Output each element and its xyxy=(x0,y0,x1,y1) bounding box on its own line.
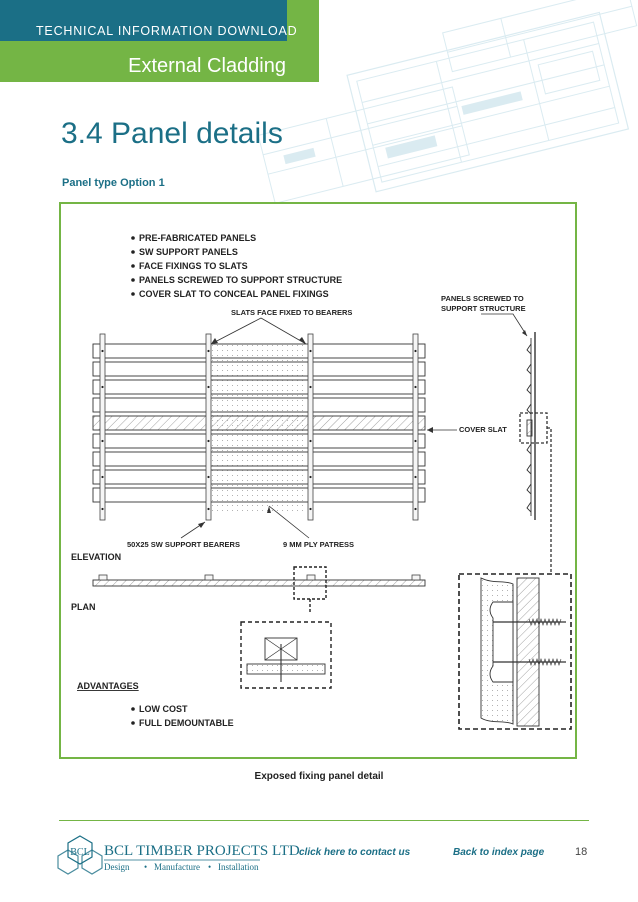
tagline-design: Design xyxy=(104,862,130,872)
feature-text: PANELS SCREWED TO SUPPORT STRUCTURE xyxy=(139,275,343,285)
elevation-view xyxy=(93,334,425,520)
label-plan: PLAN xyxy=(71,602,96,612)
feature-text: PRE-FABRICATED PANELS xyxy=(139,233,257,243)
feature-text: FACE FIXINGS TO SLATS xyxy=(139,261,248,271)
advantage-text: LOW COST xyxy=(139,704,188,714)
logo-mark: BCL xyxy=(70,847,90,858)
feature-item xyxy=(131,247,238,257)
contact-link[interactable]: click here to contact us xyxy=(299,847,411,858)
company-logo xyxy=(60,833,300,875)
footer-divider xyxy=(59,820,589,821)
company-name: BCL TIMBER PROJECTS LTD xyxy=(104,843,300,859)
plan-view xyxy=(93,567,425,614)
label-panels-2: SUPPORT STRUCTURE xyxy=(441,304,526,313)
feature-list xyxy=(131,233,342,299)
feature-item xyxy=(131,289,328,299)
category-title: External Cladding xyxy=(128,55,286,77)
back-to-index-link[interactable]: Back to index page xyxy=(453,847,545,858)
side-section-view xyxy=(520,332,551,572)
blueprint-watermark xyxy=(245,0,638,200)
feature-item xyxy=(131,275,342,285)
panel-detail-drawing xyxy=(61,204,575,757)
panel-type-subtitle: Panel type Option 1 xyxy=(62,177,165,189)
feature-text: SW SUPPORT PANELS xyxy=(139,247,238,257)
label-elevation: ELEVATION xyxy=(71,552,122,562)
page-number: 18 xyxy=(575,846,588,858)
advantage-item xyxy=(131,718,233,728)
label-bearers: 50X25 SW SUPPORT BEARERS xyxy=(127,540,240,549)
tagline-installation: Installation xyxy=(218,862,259,872)
advantage-text: FULL DEMOUNTABLE xyxy=(139,718,234,728)
feature-item xyxy=(131,261,247,271)
figure-caption: Exposed fixing panel detail xyxy=(254,771,384,782)
plan-fixing-detail xyxy=(241,622,331,688)
advantages-list xyxy=(131,704,233,728)
section-label: TECHNICAL INFORMATION DOWNLOAD xyxy=(36,24,298,38)
svg-text:Design • Manufacture: Design • Manufacture • Installation xyxy=(104,862,259,872)
advantage-item xyxy=(131,704,188,714)
label-slats: SLATS FACE FIXED TO BEARERS xyxy=(231,308,353,317)
label-advantages: ADVANTAGES xyxy=(77,681,139,691)
drawing-frame xyxy=(59,202,577,759)
page-title: 3.4 Panel details xyxy=(61,117,283,150)
feature-text: COVER SLAT TO CONCEAL PANEL FIXINGS xyxy=(139,289,329,299)
tagline-manufacture: Manufacture xyxy=(154,862,200,872)
label-ply: 9 MM PLY PATRESS xyxy=(283,540,354,549)
label-cover-slat: COVER SLAT xyxy=(459,425,507,434)
feature-item xyxy=(131,233,256,243)
enlarged-section-detail xyxy=(459,574,571,729)
label-panels-1: PANELS SCREWED TO xyxy=(441,294,524,303)
